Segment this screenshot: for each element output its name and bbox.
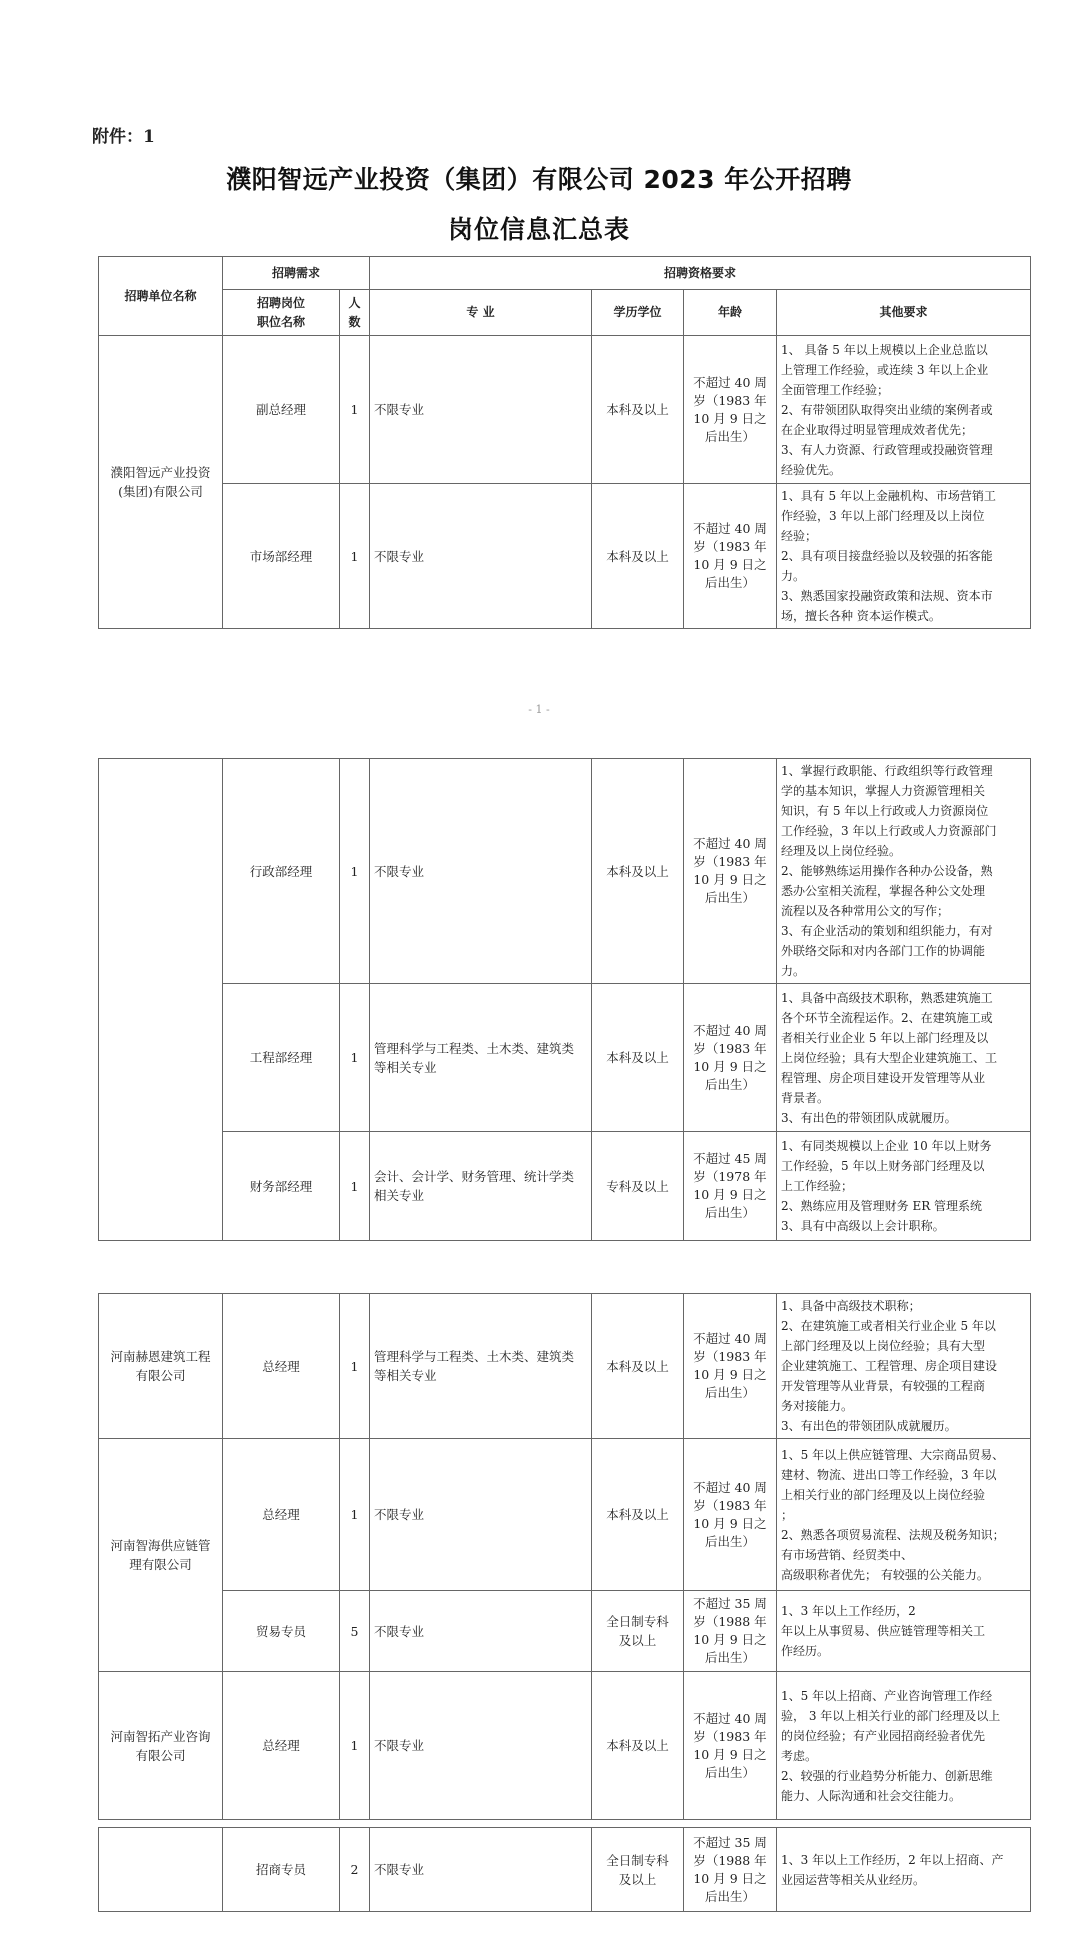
table-row	[99, 1591, 1031, 1672]
education-cell: 本科及以上	[592, 336, 684, 484]
position-cell: 市场部经理	[223, 484, 340, 629]
major-cell: 不限专业	[370, 1672, 592, 1820]
age-cell: 不超过 40 周 岁（1983 年 10 月 9 日之 后出生）	[684, 1439, 777, 1591]
education-cell: 本科及以上	[592, 1294, 684, 1439]
unit-name: 河南智海供应链管 理有限公司	[99, 1439, 223, 1672]
position-cell: 总经理	[223, 1294, 340, 1439]
unit-name: 河南智拓产业咨询 有限公司	[99, 1672, 223, 1820]
requirements-cell: 1、具备中高级技术职称，熟悉建筑施工 各个环节全流程运作。2、在建筑施工或 者相关行业企业 5 年以上部门经理及以 上岗位经验；具有大型企业建筑施工、工 程管理、房企项目建设开发管理等从业 背景者。 3、有出色的带领团队成就履历。	[777, 984, 1031, 1132]
position-cell: 总经理	[223, 1672, 340, 1820]
count-cell: 1	[340, 1294, 370, 1439]
table-section-3	[98, 1293, 1031, 1820]
major-cell: 管理科学与工程类、土木类、建筑类 等相关专业	[370, 1294, 592, 1439]
table-row	[99, 984, 1031, 1132]
attachment-label: 附件：1	[92, 127, 155, 147]
major-cell: 管理科学与工程类、土木类、建筑类 等相关专业	[370, 984, 592, 1132]
age-cell: 不超过 40 周 岁（1983 年 10 月 9 日之 后出生）	[684, 336, 777, 484]
document-title: 濮阳智远产业投资（集团）有限公司 2023 年公开招聘	[226, 165, 852, 194]
major-cell: 不限专业	[370, 759, 592, 984]
age-cell: 不超过 40 周 岁（1983 年 10 月 9 日之 后出生）	[684, 759, 777, 984]
count-cell: 1	[340, 759, 370, 984]
requirements-cell: 1、3 年以上工作经历，2 年以上招商、产 业园运营等相关从业经历。	[777, 1828, 1031, 1912]
document-subtitle: 岗位信息汇总表	[447, 215, 630, 244]
education-cell: 专科及以上	[592, 1132, 684, 1241]
age-cell: 不超过 35 周 岁（1988 年 10 月 9 日之 后出生）	[684, 1828, 777, 1912]
unit-name-empty	[99, 759, 223, 1241]
table-section-4	[98, 1827, 1031, 1912]
header-other: 其他要求	[777, 290, 1031, 336]
education-cell: 全日制专科 及以上	[592, 1828, 684, 1912]
education-cell: 本科及以上	[592, 484, 684, 629]
requirements-cell: 1、具备中高级技术职称； 2、在建筑施工或者相关行业企业 5 年以 上部门经理及以上岗位经验；具有大型 企业建筑施工、工程管理、房企项目建设 开发管理等从业背景，有较强的工程商 务对接能力。 3、有出色的带领团队成就履历。	[777, 1294, 1031, 1439]
education-cell: 本科及以上	[592, 1439, 684, 1591]
age-cell: 不超过 45 周 岁（1978 年 10 月 9 日之 后出生）	[684, 1132, 777, 1241]
table-row	[99, 1439, 1031, 1591]
education-cell: 本科及以上	[592, 759, 684, 984]
table-row	[99, 1132, 1031, 1241]
major-cell: 不限专业	[370, 484, 592, 629]
unit-name: 濮阳智远产业投资 (集团)有限公司	[99, 336, 223, 629]
count-cell: 1	[340, 984, 370, 1132]
major-cell: 不限专业	[370, 1591, 592, 1672]
header-qualification: 招聘资格要求	[370, 257, 1031, 290]
unit-name-empty	[99, 1828, 223, 1912]
table-row	[99, 759, 1031, 984]
page-number: - 1 -	[528, 703, 550, 716]
count-cell: 1	[340, 1439, 370, 1591]
count-cell: 1	[340, 336, 370, 484]
header-education: 学历学位	[592, 290, 684, 336]
table-row	[99, 484, 1031, 629]
position-cell: 招商专员	[223, 1828, 340, 1912]
major-cell: 会计、会计学、财务管理、统计学类 相关专业	[370, 1132, 592, 1241]
major-cell: 不限专业	[370, 336, 592, 484]
age-cell: 不超过 40 周 岁（1983 年 10 月 9 日之 后出生）	[684, 984, 777, 1132]
table-row	[99, 1672, 1031, 1820]
major-cell: 不限专业	[370, 1828, 592, 1912]
position-cell: 贸易专员	[223, 1591, 340, 1672]
count-cell: 2	[340, 1828, 370, 1912]
requirements-cell: 1、 具备 5 年以上规模以上企业总监以 上管理工作经验，或连续 3 年以上企业 全面管理工作经验； 2、有带领团队取得突出业绩的案例者或 在企业取得过明显管理成效者优先； 3、有人力资源、行政管理或投融资管理 经验优先。	[777, 336, 1031, 484]
age-cell: 不超过 40 周 岁（1983 年 10 月 9 日之 后出生）	[684, 484, 777, 629]
table-row	[99, 336, 1031, 484]
count-cell: 1	[340, 484, 370, 629]
requirements-cell: 1、3 年以上工作经历，2 年以上从事贸易、供应链管理等相关工 作经历。	[777, 1591, 1031, 1672]
count-cell: 1	[340, 1672, 370, 1820]
education-cell: 全日制专科 及以上	[592, 1591, 684, 1672]
header-position: 招聘岗位 职位名称	[223, 290, 340, 336]
position-cell: 工程部经理	[223, 984, 340, 1132]
requirements-cell: 1、5 年以上供应链管理、大宗商品贸易、 建材、物流、进出口等工作经验，3 年以 上相关行业的部门经理及以上岗位经验 ； 2、熟悉各项贸易流程、法规及税务知识； 有市场营销、经贸类中、 高级职称者优先； 有较强的公关能力。	[777, 1439, 1031, 1591]
table-row	[99, 1828, 1031, 1912]
requirements-cell: 1、有同类规模以上企业 10 年以上财务 工作经验，5 年以上财务部门经理及以 上工作经验； 2、熟练应用及管理财务 ER 管理系统 3、具有中高级以上会计职称。	[777, 1132, 1031, 1241]
table-section-2	[98, 758, 1031, 1241]
age-cell: 不超过 40 周 岁（1983 年 10 月 9 日之 后出生）	[684, 1672, 777, 1820]
position-cell: 总经理	[223, 1439, 340, 1591]
position-cell: 财务部经理	[223, 1132, 340, 1241]
table-section-1	[98, 256, 1031, 629]
count-cell: 1	[340, 1132, 370, 1241]
position-cell: 副总经理	[223, 336, 340, 484]
age-cell: 不超过 35 周 岁（1988 年 10 月 9 日之 后出生）	[684, 1591, 777, 1672]
header-major: 专 业	[370, 290, 592, 336]
major-cell: 不限专业	[370, 1439, 592, 1591]
age-cell: 不超过 40 周 岁（1983 年 10 月 9 日之 后出生）	[684, 1294, 777, 1439]
requirements-cell: 1、具有 5 年以上金融机构、市场营销工 作经验，3 年以上部门经理及以上岗位 经验； 2、具有项目接盘经验以及较强的拓客能 力。 3、熟悉国家投融资政策和法规、资本市 场，擅长各种 资本运作模式。	[777, 484, 1031, 629]
position-cell: 行政部经理	[223, 759, 340, 984]
education-cell: 本科及以上	[592, 984, 684, 1132]
header-unit: 招聘单位名称	[99, 257, 223, 336]
header-age: 年龄	[684, 290, 777, 336]
requirements-cell: 1、5 年以上招商、产业咨询管理工作经 验， 3 年以上相关行业的部门经理及以上 的岗位经验；有产业园招商经验者优先 考虑。 2、较强的行业趋势分析能力、创新思维 能力、人际沟通和社会交往能力。	[777, 1672, 1031, 1820]
requirements-cell: 1、掌握行政职能、行政组织等行政管理 学的基本知识，掌握人力资源管理相关 知识，有 5 年以上行政或人力资源岗位 工作经验，3 年以上行政或人力资源部门 经理及以上岗位经验。 2、能够熟练运用操作各种办公设备，熟 悉办公室相关流程，掌握各种公文处理 流程以及各种常用公文的写作； 3、有企业活动的策划和组织能力，有对 外联络交际和对内各部门工作的协调能 力。	[777, 759, 1031, 984]
header-demand: 招聘需求	[223, 257, 370, 290]
header-count: 人 数	[340, 290, 370, 336]
unit-name: 河南赫恩建筑工程 有限公司	[99, 1294, 223, 1439]
count-cell: 5	[340, 1591, 370, 1672]
table-row	[99, 1294, 1031, 1439]
education-cell: 本科及以上	[592, 1672, 684, 1820]
